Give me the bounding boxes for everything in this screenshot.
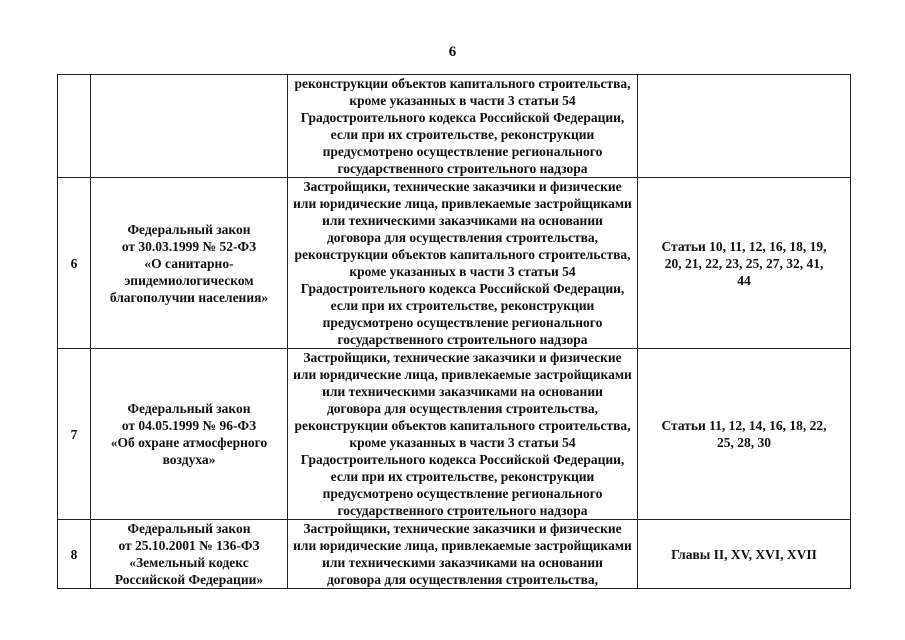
subjects-line: государственного строительного надзора: [337, 503, 588, 518]
requirements-line: 44: [737, 272, 751, 288]
subjects-cell: [288, 520, 638, 589]
subjects-line: государственного строительного надзора: [337, 332, 588, 347]
subjects-line: предусмотрено осуществление регионального: [322, 486, 603, 501]
subjects-line: Градостроительного кодекса Российской Федерации,: [300, 110, 625, 125]
subjects-line: кроме указанных в части 3 статьи 54: [349, 264, 576, 279]
legal-act-line: Федеральный закон: [127, 221, 251, 237]
subjects-line: Застройщики, технические заказчики и физические: [303, 179, 622, 194]
subjects-line: предусмотрено осуществление регионального: [322, 315, 603, 330]
requirements-cell: [638, 520, 851, 589]
requirements-table: [57, 74, 851, 589]
table-row: [58, 178, 851, 349]
subjects-line: реконструкции объектов капитального строительства,: [294, 418, 631, 433]
legal-act-line: Федеральный закон: [127, 521, 251, 536]
table-body: [58, 75, 851, 589]
subjects-cell: [288, 178, 638, 349]
table-row: [58, 520, 851, 589]
table-row: [58, 75, 851, 178]
legal-act-line: воздуха»: [162, 452, 216, 467]
subjects-line: Градостроительного кодекса Российской Федерации,: [300, 452, 625, 467]
requirements-line: Главы II, XV, XVI, XVII: [671, 546, 817, 562]
subjects-line: договора для осуществления строительства,: [326, 401, 599, 416]
requirements-cell: [638, 75, 851, 178]
subjects-line: кроме указанных в части 3 статьи 54: [349, 435, 576, 450]
legal-act-line: от 30.03.1999 № 52-ФЗ: [121, 238, 257, 254]
subjects-line: договора для осуществления строительства,: [326, 230, 599, 245]
legal-act-cell: [91, 349, 288, 520]
subjects-line: или юридические лица, привлекаемые застройщиками: [293, 196, 632, 211]
legal-act-line: Федеральный закон: [127, 401, 251, 416]
legal-act-line: «О санитарно-: [144, 255, 234, 271]
subjects-line: Застройщики, технические заказчики и физические: [303, 521, 622, 536]
subjects-line: если при их строительстве, реконструкции: [330, 298, 595, 313]
subjects-line: договора для осуществления строительства,: [326, 572, 599, 587]
row-number-cell: [58, 75, 91, 178]
legal-act-cell: [91, 178, 288, 349]
legal-act-line: Российской Федерации»: [114, 572, 264, 587]
requirements-line: 20, 21, 22, 23, 25, 27, 32, 41,: [664, 255, 824, 271]
legal-act-line: «Об охране атмосферного: [110, 435, 268, 450]
subjects-line: или техническими заказчиками на основании: [322, 555, 603, 570]
subjects-line: или техническими заказчиками на основании: [322, 384, 603, 399]
subjects-cell: [288, 75, 638, 178]
subjects-line: государственного строительного надзора: [337, 161, 588, 176]
row-number-cell: 6: [58, 178, 91, 349]
row-number-cell: 8: [58, 520, 91, 589]
requirements-cell: [638, 178, 851, 349]
subjects-line: или юридические лица, привлекаемые застройщиками: [293, 538, 632, 553]
subjects-line: реконструкции объектов капитального строительства,: [294, 76, 631, 91]
row-number-cell: 7: [58, 349, 91, 520]
subjects-line: предусмотрено осуществление регионального: [322, 144, 603, 159]
legal-act-line: от 25.10.2001 № 136-ФЗ: [118, 538, 260, 553]
legal-act-line: эпидемиологическом: [124, 272, 254, 288]
subjects-line: реконструкции объектов капитального строительства,: [294, 247, 631, 262]
legal-act-cell: [91, 75, 288, 178]
table-row: [58, 349, 851, 520]
page-number: 6: [448, 44, 457, 60]
requirements-cell: [638, 349, 851, 520]
requirements-line: Статьи 11, 12, 14, 16, 18, 22,: [661, 418, 827, 433]
subjects-line: если при их строительстве, реконструкции: [330, 127, 595, 142]
subjects-line: если при их строительстве, реконструкции: [330, 469, 595, 484]
legal-act-line: благополучии населения»: [109, 289, 269, 305]
subjects-line: Застройщики, технические заказчики и физические: [303, 350, 622, 365]
subjects-line: или юридические лица, привлекаемые застройщиками: [293, 367, 632, 382]
subjects-line: кроме указанных в части 3 статьи 54: [349, 93, 576, 108]
requirements-line: 25, 28, 30: [717, 435, 771, 450]
subjects-line: Градостроительного кодекса Российской Федерации,: [300, 281, 625, 296]
legal-act-line: от 04.05.1999 № 96-ФЗ: [121, 418, 257, 433]
requirements-line: Статьи 10, 11, 12, 16, 18, 19,: [661, 238, 827, 254]
legal-act-cell: [91, 520, 288, 589]
subjects-cell: [288, 349, 638, 520]
subjects-line: или техническими заказчиками на основании: [322, 213, 603, 228]
legal-act-line: «Земельный кодекс: [129, 555, 249, 570]
